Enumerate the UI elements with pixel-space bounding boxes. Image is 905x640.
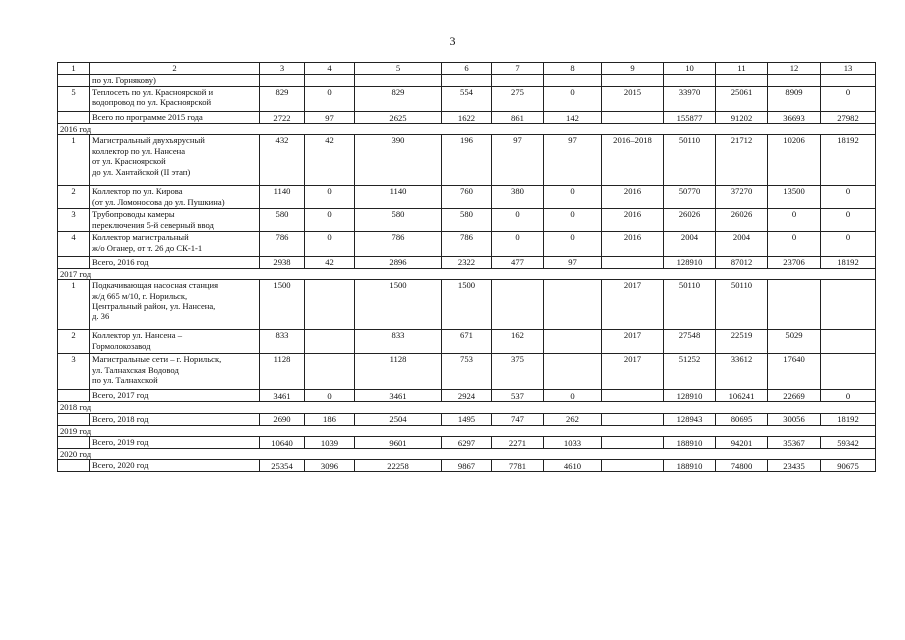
total-value-cell: 188910 [664,460,716,472]
item-name-line: Трубопроводы камеры [92,209,175,220]
value-cell [821,330,876,354]
total-label-cell: Всего, 2020 год [90,460,260,472]
value-cell: 2016 [602,186,664,209]
value-cell: 26026 [664,209,716,232]
total-value-cell: 59342 [821,437,876,449]
value-cell: 1500 [442,280,492,330]
value-cell [260,75,305,87]
item-name-cell [90,186,260,209]
total-value-cell: 97 [305,112,355,124]
value-cell: 829 [260,87,305,112]
row-number-cell: 2 [58,186,90,209]
row-number-cell: 1 [58,280,90,330]
item-name-cell [90,87,260,112]
row-number-cell: 5 [58,87,90,112]
year-heading-cell: 2019 год [58,425,876,436]
total-value-cell: 94201 [716,437,768,449]
row-number-cell [58,390,90,402]
total-value-cell: 747 [492,413,544,425]
value-cell: 2015 [602,87,664,112]
header-cell: 4 [305,63,355,75]
item-name-cell [90,209,260,232]
total-value-cell: 2322 [442,257,492,268]
item-name-cell [90,232,260,257]
total-value-cell: 1495 [442,413,492,425]
value-cell: 0 [821,209,876,232]
value-cell: 2016–2018 [602,135,664,186]
value-cell: 0 [305,87,355,112]
total-value-cell: 1622 [442,112,492,124]
value-cell: 196 [442,135,492,186]
year-row [58,449,876,460]
item-name-line: Коллектор магистральный [92,232,189,243]
value-cell: 2004 [664,232,716,257]
row-number-cell [58,413,90,425]
value-cell: 162 [492,330,544,354]
item-name-line: до ул. Хантайской (II этап) [92,166,191,177]
value-cell: 671 [442,330,492,354]
item-name-line: водопровод по ул. Красноярской [92,97,212,108]
total-value-cell [602,257,664,268]
value-cell: 21712 [716,135,768,186]
value-cell: 786 [442,232,492,257]
header-row [58,63,876,75]
year-row [58,425,876,436]
value-cell: 786 [355,232,442,257]
year-row [58,268,876,279]
value-cell [821,354,876,390]
value-cell: 50110 [716,280,768,330]
total-value-cell: 9867 [442,460,492,472]
page-number: 3 [449,34,456,48]
total-value-cell: 2896 [355,257,442,268]
total-value-cell: 18192 [821,413,876,425]
total-row [58,460,876,472]
value-cell [305,280,355,330]
value-cell: 0 [305,186,355,209]
value-cell: 10206 [768,135,821,186]
row-number-cell: 3 [58,209,90,232]
value-cell: 580 [442,209,492,232]
value-cell: 1500 [260,280,305,330]
value-cell: 380 [492,186,544,209]
row-number-cell [58,257,90,268]
total-value-cell: 27982 [821,112,876,124]
value-cell [492,75,544,87]
value-cell [355,75,442,87]
value-cell: 833 [260,330,305,354]
value-cell: 0 [305,232,355,257]
total-value-cell: 18192 [821,257,876,268]
row-number-cell: 4 [58,232,90,257]
item-name-line: ж/о Оганер, от т. 26 до СК-1-1 [92,242,203,253]
value-cell: 829 [355,87,442,112]
item-name-line: переключения 5-й северный ввод [92,219,214,230]
value-cell: 580 [355,209,442,232]
value-cell: 0 [544,232,602,257]
table-row [58,87,876,112]
total-value-cell: 128943 [664,413,716,425]
value-cell: 1500 [355,280,442,330]
row-number-cell: 2 [58,330,90,354]
total-value-cell: 0 [821,390,876,402]
value-cell [602,75,664,87]
total-value-cell: 90675 [821,460,876,472]
value-cell [544,280,602,330]
item-name-line: д. 36 [92,311,110,322]
total-value-cell: 0 [544,390,602,402]
value-cell: 0 [821,186,876,209]
value-cell: 22519 [716,330,768,354]
item-name-line: ул. Талнахская Водовод [92,364,179,375]
total-value-cell [602,413,664,425]
header-cell: 6 [442,63,492,75]
total-row [58,112,876,124]
value-cell: 25061 [716,87,768,112]
total-value-cell: 42 [305,257,355,268]
total-value-cell: 537 [492,390,544,402]
value-cell [544,75,602,87]
value-cell: 1128 [260,354,305,390]
item-name-line: по ул. Талнахской [92,375,158,386]
header-cell: 2 [90,63,260,75]
value-cell: 432 [260,135,305,186]
item-name-line: Коллектор по ул. Кирова [92,186,183,197]
value-cell: 375 [492,354,544,390]
value-cell: 50110 [664,280,716,330]
value-cell [768,75,821,87]
total-value-cell: 2504 [355,413,442,425]
value-cell: 2017 [602,330,664,354]
value-cell: 26026 [716,209,768,232]
total-value-cell: 0 [305,390,355,402]
total-value-cell: 3096 [305,460,355,472]
value-cell [305,354,355,390]
item-name-line: коллектор по ул. Нансена [92,145,186,156]
total-value-cell: 35367 [768,437,821,449]
value-cell: 2017 [602,354,664,390]
total-value-cell: 91202 [716,112,768,124]
value-cell: 18192 [821,135,876,186]
row-number-cell: 3 [58,354,90,390]
total-value-cell: 87012 [716,257,768,268]
value-cell [768,280,821,330]
total-value-cell: 2271 [492,437,544,449]
value-cell: 97 [492,135,544,186]
total-value-cell: 262 [544,413,602,425]
table-row [58,330,876,354]
total-value-cell: 22669 [768,390,821,402]
row-number-cell [58,112,90,124]
item-name-cell [90,354,260,390]
value-cell: 2017 [602,280,664,330]
table-row [58,186,876,209]
program-table [57,62,876,472]
value-cell: 0 [544,87,602,112]
item-name-line: Коллектор ул. Нансена – [92,330,183,341]
row-number-cell: 1 [58,135,90,186]
total-label-cell: Всего, 2018 год [90,413,260,425]
item-name-cell [90,330,260,354]
item-name-line: от ул. Красноярской [92,156,166,167]
total-value-cell: 861 [492,112,544,124]
table-row [58,232,876,257]
value-cell: 33612 [716,354,768,390]
total-value-cell: 186 [305,413,355,425]
item-name-line: Магистральный двухъярусный [92,135,205,146]
value-cell: 2004 [716,232,768,257]
total-value-cell: 2722 [260,112,305,124]
item-name-line: Центральный район, ул. Нансена, [92,301,216,312]
total-label-cell: Всего, 2019 год [90,437,260,449]
total-value-cell [602,460,664,472]
item-name-cell: по ул. Горнякову) [90,75,260,87]
table-row [58,135,876,186]
total-value-cell: 106241 [716,390,768,402]
value-cell: 8909 [768,87,821,112]
item-name-cell [90,280,260,330]
header-cell: 5 [355,63,442,75]
value-cell: 554 [442,87,492,112]
value-cell: 1140 [355,186,442,209]
total-value-cell: 155877 [664,112,716,124]
value-cell: 17640 [768,354,821,390]
total-value-cell: 128910 [664,390,716,402]
year-row [58,402,876,413]
year-heading-cell: 2018 год [58,402,876,413]
value-cell: 1140 [260,186,305,209]
value-cell [305,75,355,87]
table-row [58,209,876,232]
table-row [58,280,876,330]
total-value-cell: 74800 [716,460,768,472]
value-cell: 51252 [664,354,716,390]
year-heading-cell: 2020 год [58,449,876,460]
value-cell: 753 [442,354,492,390]
value-cell [821,280,876,330]
value-cell: 0 [544,186,602,209]
total-value-cell: 9601 [355,437,442,449]
value-cell: 0 [544,209,602,232]
value-cell: 275 [492,87,544,112]
value-cell: 2016 [602,209,664,232]
table-row [58,354,876,390]
header-cell: 12 [768,63,821,75]
item-name-line: Гормолокозавод [92,340,151,351]
item-name-line: (от ул. Ломоносова до ул. Пушкина) [92,196,225,207]
value-cell: 0 [821,87,876,112]
total-value-cell [602,112,664,124]
total-row [58,413,876,425]
value-cell: 0 [768,209,821,232]
table-body [58,63,876,472]
total-value-cell: 3461 [355,390,442,402]
value-cell: 833 [355,330,442,354]
total-value-cell: 188910 [664,437,716,449]
total-value-cell: 6297 [442,437,492,449]
value-cell: 2016 [602,232,664,257]
year-heading-cell: 2016 год [58,124,876,135]
header-cell: 1 [58,63,90,75]
value-cell: 42 [305,135,355,186]
total-value-cell: 142 [544,112,602,124]
value-cell [305,330,355,354]
total-label-cell: Всего, 2016 год [90,257,260,268]
header-cell: 11 [716,63,768,75]
value-cell: 0 [768,232,821,257]
year-heading-cell: 2017 год [58,268,876,279]
value-cell: 97 [544,135,602,186]
total-value-cell: 30056 [768,413,821,425]
total-value-cell: 25354 [260,460,305,472]
row-number-cell [58,460,90,472]
total-label-cell: Всего, 2017 год [90,390,260,402]
total-value-cell: 7781 [492,460,544,472]
header-cell: 10 [664,63,716,75]
total-value-cell [602,390,664,402]
value-cell [664,75,716,87]
value-cell [544,330,602,354]
total-value-cell: 2625 [355,112,442,124]
total-value-cell: 23706 [768,257,821,268]
total-value-cell: 80695 [716,413,768,425]
value-cell: 0 [492,232,544,257]
value-cell [492,280,544,330]
total-value-cell: 3461 [260,390,305,402]
value-cell: 13500 [768,186,821,209]
value-cell: 50770 [664,186,716,209]
total-value-cell: 1033 [544,437,602,449]
header-cell: 13 [821,63,876,75]
value-cell: 760 [442,186,492,209]
header-cell: 8 [544,63,602,75]
item-name-line: Теплосеть по ул. Красноярской и [92,87,214,97]
value-cell: 580 [260,209,305,232]
total-row [58,390,876,402]
value-cell: 390 [355,135,442,186]
value-cell: 37270 [716,186,768,209]
value-cell: 0 [821,232,876,257]
total-value-cell: 128910 [664,257,716,268]
total-value-cell: 10640 [260,437,305,449]
total-value-cell: 97 [544,257,602,268]
value-cell: 50110 [664,135,716,186]
value-cell: 5029 [768,330,821,354]
total-value-cell: 2938 [260,257,305,268]
header-cell: 7 [492,63,544,75]
year-row [58,124,876,135]
total-value-cell: 1039 [305,437,355,449]
value-cell [544,354,602,390]
value-cell: 0 [492,209,544,232]
header-cell: 9 [602,63,664,75]
total-value-cell: 4610 [544,460,602,472]
total-value-cell: 36693 [768,112,821,124]
total-row [58,437,876,449]
total-label-cell: Всего по программе 2015 года [90,112,260,124]
item-name-line: ж/д 665 м/10, г. Норильск, [92,290,188,301]
row-number-cell [58,437,90,449]
row-number-cell [58,75,90,87]
total-row [58,257,876,268]
value-cell: 27548 [664,330,716,354]
value-cell [716,75,768,87]
total-value-cell: 2690 [260,413,305,425]
item-name-line: Подкачивающая насосная станция [92,280,219,291]
item-name-cell [90,135,260,186]
total-value-cell: 22258 [355,460,442,472]
item-name-line: Магистральные сети – г. Норильск, [92,354,222,365]
value-cell: 1128 [355,354,442,390]
value-cell [442,75,492,87]
value-cell: 33970 [664,87,716,112]
value-cell [821,75,876,87]
value-cell: 786 [260,232,305,257]
total-value-cell: 2924 [442,390,492,402]
header-cell: 3 [260,63,305,75]
total-value-cell: 23435 [768,460,821,472]
total-value-cell [602,437,664,449]
continuation-row [58,75,876,87]
value-cell: 0 [305,209,355,232]
total-value-cell: 477 [492,257,544,268]
